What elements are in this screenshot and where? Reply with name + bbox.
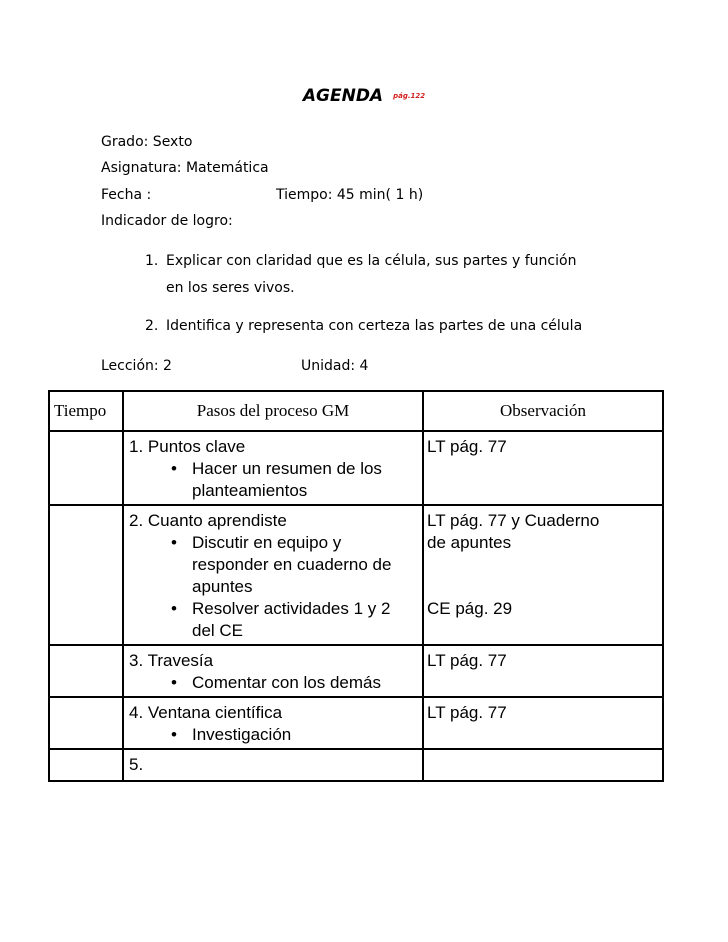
time-cell bbox=[49, 749, 123, 781]
observation-cell bbox=[423, 431, 663, 505]
step-bullet-continued: responder en cuaderno de bbox=[192, 555, 392, 574]
time-cell bbox=[49, 697, 123, 749]
asignatura-line: Asignatura: Matemática bbox=[101, 160, 269, 176]
objective-number: 2. bbox=[145, 318, 159, 334]
step-bullet: • Discutir en equipo y bbox=[129, 532, 416, 554]
objective-item bbox=[145, 250, 576, 299]
fecha-line bbox=[101, 184, 424, 206]
indicador-line: Indicador de logro: bbox=[101, 213, 233, 229]
step-bullet-continued: planteamientos bbox=[192, 481, 308, 500]
observation-cell bbox=[423, 505, 663, 645]
observation-cell bbox=[423, 697, 663, 749]
step-bullet: • Resolver actividades 1 y 2 bbox=[129, 598, 416, 620]
objective-number: 1. bbox=[145, 253, 159, 269]
step-bullet-continued: del CE bbox=[192, 621, 244, 640]
step-cell bbox=[123, 431, 423, 505]
step-cell bbox=[123, 505, 423, 645]
step-cell bbox=[123, 645, 423, 697]
step-cell bbox=[123, 749, 423, 781]
observation-text: LT pág. 77 bbox=[427, 651, 507, 670]
step-title: 4. Ventana científica bbox=[129, 703, 283, 722]
table-row bbox=[49, 749, 663, 781]
time-cell bbox=[49, 505, 123, 645]
observation-text: CE pág. 29 bbox=[427, 599, 513, 618]
observation-cell bbox=[423, 645, 663, 697]
header-observacion: Observación bbox=[423, 391, 663, 431]
header-pasos: Pasos del proceso GM bbox=[123, 391, 423, 431]
objective-text-continued: en los seres vivos. bbox=[166, 280, 295, 296]
step-title: 1. Puntos clave bbox=[129, 437, 246, 456]
grado-line: Grado: Sexto bbox=[101, 134, 193, 150]
observation-cell bbox=[423, 749, 663, 781]
observation-text-continued: de apuntes bbox=[427, 533, 512, 552]
observation-text: LT pág. 77 y Cuaderno bbox=[427, 511, 600, 530]
table-header-row bbox=[49, 391, 663, 431]
time-cell bbox=[49, 645, 123, 697]
observation-spacer bbox=[427, 554, 658, 598]
leccion-label: Lección: 2 bbox=[101, 358, 172, 374]
unidad-label: Unidad: 4 bbox=[301, 358, 369, 374]
step-bullet-continued: apuntes bbox=[192, 577, 253, 596]
tiempo-label: Tiempo: 45 min( 1 h) bbox=[276, 187, 424, 203]
agenda-title: AGENDA bbox=[302, 86, 384, 106]
table-row bbox=[49, 431, 663, 505]
time-cell bbox=[49, 431, 123, 505]
step-cell bbox=[123, 697, 423, 749]
observation-text: LT pág. 77 bbox=[427, 437, 507, 456]
objective-text: Explicar con claridad que es la célula, sus partes y función bbox=[166, 253, 577, 269]
step-title: 5. bbox=[129, 755, 144, 774]
leccion-line bbox=[101, 355, 369, 377]
step-bullet: • Hacer un resumen de los bbox=[129, 458, 416, 480]
step-title: 2. Cuanto aprendiste bbox=[129, 511, 287, 530]
objective-item bbox=[145, 315, 582, 337]
observation-text: LT pág. 77 bbox=[427, 703, 507, 722]
table-row bbox=[49, 697, 663, 749]
document-title bbox=[0, 86, 728, 106]
agenda-table bbox=[48, 390, 664, 782]
table-row bbox=[49, 505, 663, 645]
step-bullet: • Comentar con los demás bbox=[129, 672, 416, 694]
fecha-label: Fecha : bbox=[101, 187, 152, 203]
step-bullet: • Investigación bbox=[129, 724, 416, 746]
table-row bbox=[49, 645, 663, 697]
header-tiempo: Tiempo bbox=[49, 391, 123, 431]
objective-text: Identifica y representa con certeza las partes de una célula bbox=[166, 318, 583, 334]
step-title: 3. Travesía bbox=[129, 651, 214, 670]
page-reference: pág.122 bbox=[393, 92, 426, 100]
